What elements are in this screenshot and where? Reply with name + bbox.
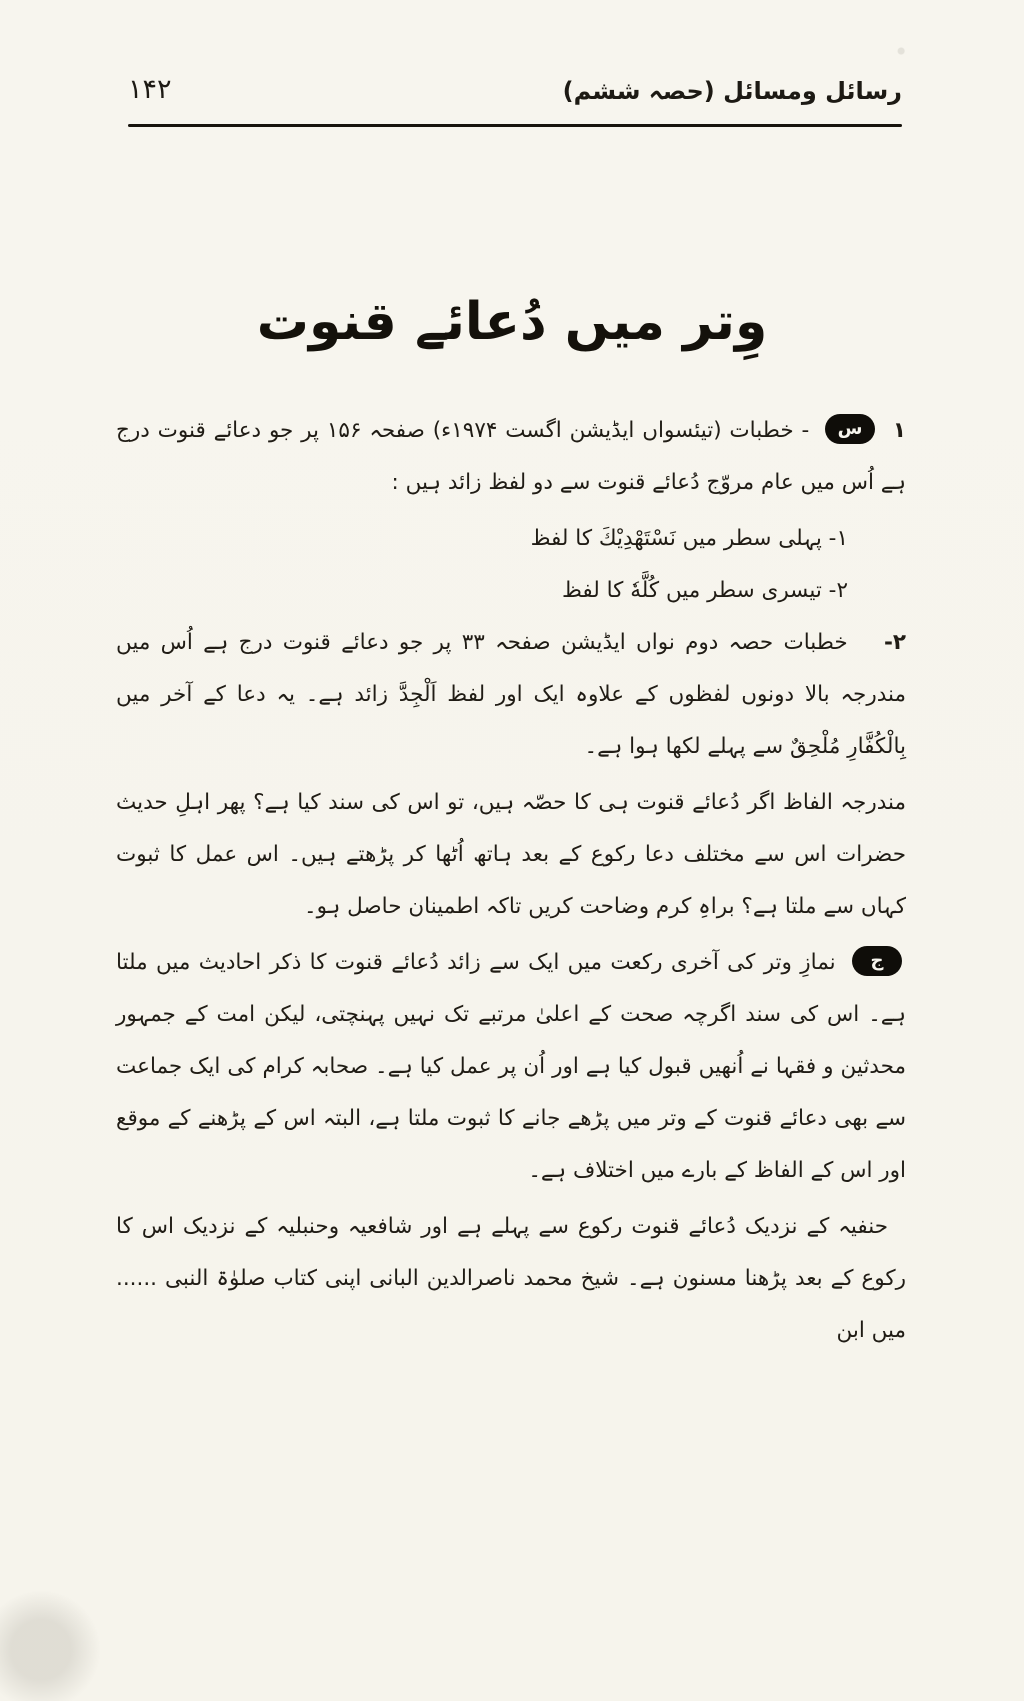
question-closing-paragraph: مندرجہ الفاظ اگر دُعائے قنوت ہی کا حصّہ ہیں، تو اس کی سند کیا ہے؟ پھر اہلِ حدیث حضرات اس سے مختلف دعا رکوع کے بعد ہاتھ اُٹھا کر پڑھتے ہیں۔ اس عمل کا ثبوت کہاں سے ملتا ہے؟ براہِ کرم وضاحت کریں تاکہ اطمینان حاصل ہو۔: [116, 790, 906, 920]
question-number: ۱: [892, 418, 906, 443]
question-item2-text: خطبات حصہ دوم نواں ایڈیشن صفحہ ۳۳ پر جو دعائے قنوت درج ہے اُس میں مندرجہ بالا دونوں لفظوں کے علاوہ ایک اور لفظ اَلْجِدَّ زائد ہے۔ یہ دعا کے آخر میں بِالْكُفَّارِ مُلْحِقٌ سے پہلے لکھا ہوا ہے۔: [116, 630, 906, 760]
question-item2-paragraph: [116, 617, 906, 773]
question-intro-paragraph: [116, 405, 906, 509]
answer-paragraph-2: حنفیہ کے نزدیک دُعائے قنوت رکوع سے پہلے ہے اور شافعیہ وحنبلیہ کے نزدیک اس کا رکوع کے بعد پڑھنا مسنون ہے۔ شیخ محمد ناصرالدین البانی اپنی کتاب صلوٰۃ النبی ...... میں ابن: [116, 1214, 906, 1344]
answer-text: نمازِ وتر کی آخری رکعت میں ایک سے زائد دُعائے قنوت کا ذکر احادیث میں ملتا ہے۔ اس کی سند اگرچہ صحت کے اعلیٰ مرتبے تک نہیں پہنچتی، لیکن امت کے جمہور محدثین و فقہا نے اُنھیں قبول کیا ہے اور اُن پر عمل کیا ہے۔ صحابہ کرام کی ایک جماعت سے بھی دعائے قنوت کے وتر میں پڑھے جانے کا ثبوت ملتا ہے، البتہ اس کے پڑھنے کے موقع اور اس کے الفاظ کے بارے میں اختلاف ہے۔: [116, 950, 906, 1184]
page-number: ۱۴۲: [128, 74, 172, 105]
question-point-1: ۱- پہلی سطر میں نَسْتَهْدِيْكَ کا لفظ: [530, 526, 848, 552]
answer-marker: ج: [852, 946, 902, 976]
question-intro-text: - خطبات (تیئسواں ایڈیشن اگست ۱۹۷۴ء) صفحہ ۱۵۶ پر جو دعائے قنوت درج ہے اُس میں عام مروّج دُعائے قنوت سے دو لفظ زائد ہیں :: [116, 418, 906, 496]
answer-paragraph: [116, 937, 906, 1197]
question-point-2: ۲- تیسری سطر میں كُلَّهٗ کا لفظ: [561, 578, 848, 604]
question-item2-number: ۲-: [883, 630, 907, 656]
question-marker: س: [825, 414, 875, 444]
chapter-title: وِتر میں دُعائے قنوت: [256, 292, 768, 352]
header-rule: [128, 124, 902, 127]
book-title: رسائل ومسائل (حصہ ششم): [562, 77, 902, 105]
page-content: [116, 405, 906, 1361]
page-header: [128, 74, 902, 105]
question-points-list: [116, 513, 906, 617]
